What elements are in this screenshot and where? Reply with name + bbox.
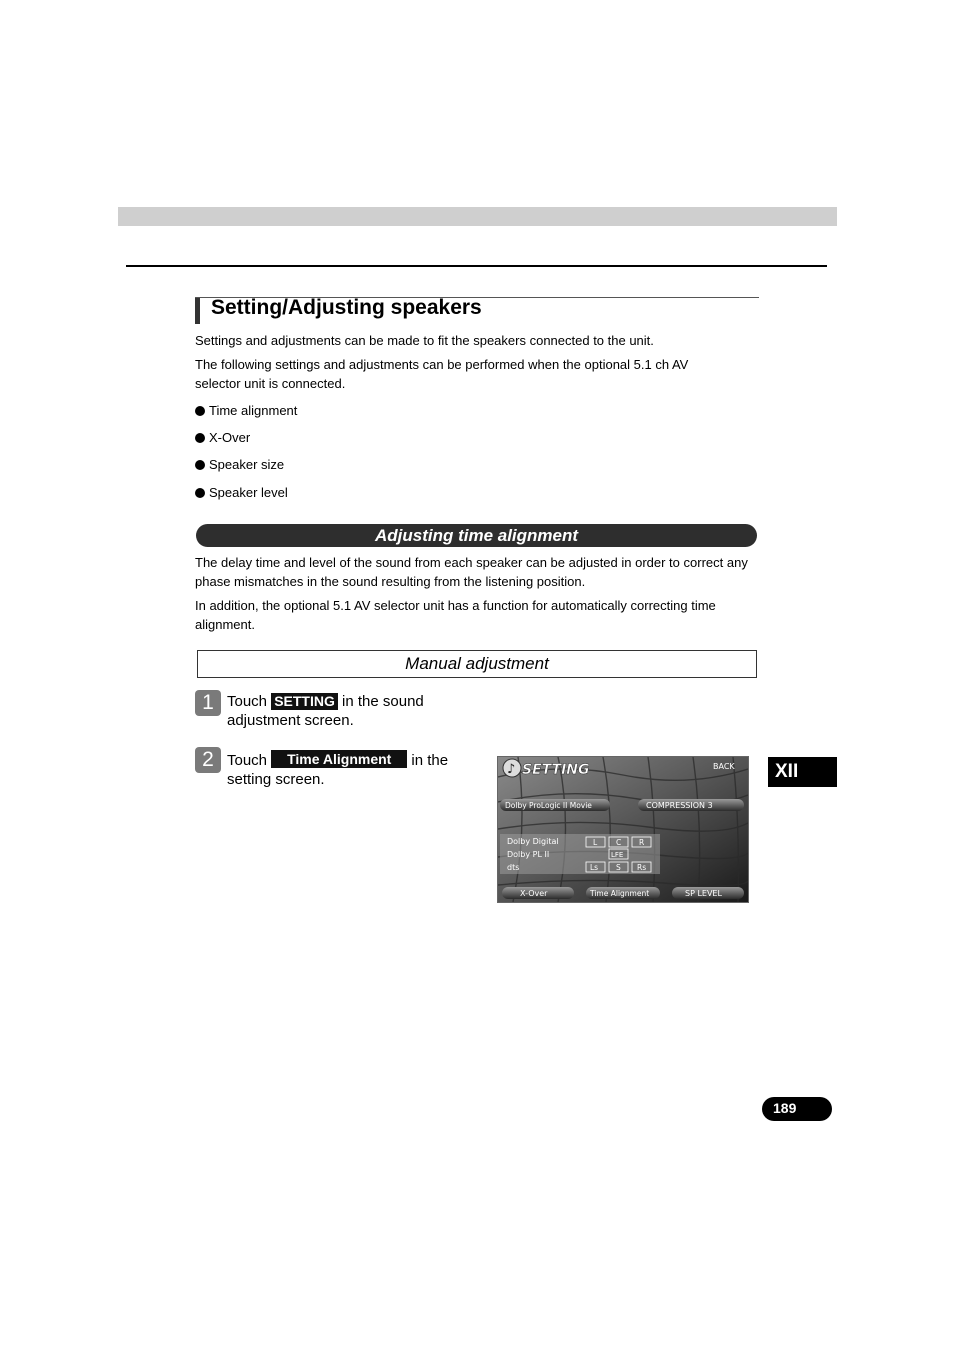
speaker-l: L xyxy=(593,838,598,847)
step-number: 2 xyxy=(195,747,221,773)
step-2-text: Touch Time Alignment in the setting screen. xyxy=(227,751,449,788)
header-band xyxy=(118,207,837,226)
subsection-paragraph-1: The delay time and level of the sound from each speaker can be adjusted in order to correct any phase mismatches in the sound resulting from the listening position. xyxy=(195,555,748,589)
setting-button-label: SETTING xyxy=(271,693,338,710)
bullet-item: X-Over xyxy=(195,430,250,445)
compression-label: COMPRESSION 3 xyxy=(646,801,713,810)
screen-title: SETTING xyxy=(522,762,590,778)
xover-button-label: X-Over xyxy=(520,889,548,898)
mode-label: Dolby ProLogic II Movie xyxy=(505,801,592,810)
speaker-rs: Rs xyxy=(637,863,647,872)
step-number: 1 xyxy=(195,690,221,716)
intro-paragraph-1: Settings and adjustments can be made to fit the speakers connected to the unit. xyxy=(195,333,654,348)
intro-paragraph-2: The following settings and adjustments can be performed when the optional 5.1 ch AV selector unit is connected. xyxy=(195,357,689,391)
manual-adjustment-heading: Manual adjustment xyxy=(197,650,757,678)
time-alignment-screen-button-label: Time Alignment xyxy=(590,889,650,898)
chapter-tab: XII xyxy=(768,757,837,787)
speaker-c: C xyxy=(616,838,622,847)
bullet-dot xyxy=(195,460,205,470)
header-rule xyxy=(126,265,827,267)
section-marker xyxy=(195,298,200,324)
bullet-item: Time alignment xyxy=(195,403,297,418)
section-title: Setting/Adjusting speakers xyxy=(211,296,482,319)
format-dolby-digital: Dolby Digital xyxy=(507,837,559,846)
format-dts: dts xyxy=(507,863,520,872)
sp-level-button-label: SP LEVEL xyxy=(685,889,722,898)
speaker-s: S xyxy=(616,863,621,872)
speaker-ls: Ls xyxy=(590,863,599,872)
bullet-dot xyxy=(195,488,205,498)
step-1-text: Touch SETTING in the sound adjustment screen. xyxy=(227,693,424,729)
bullet-item: Speaker level xyxy=(195,485,288,500)
format-dolby-pl2: Dolby PL II xyxy=(507,850,550,859)
subsection-title: Adjusting time alignment xyxy=(196,524,757,547)
page-number: 189 xyxy=(762,1097,832,1121)
subsection-paragraph-2: In addition, the optional 5.1 AV selector unit has a function for automatically correcting time alignment. xyxy=(195,598,716,632)
bullet-dot xyxy=(195,406,205,416)
bullet-item: Speaker size xyxy=(195,457,284,472)
time-alignment-button-label: Time Alignment xyxy=(271,750,407,768)
bullet-dot xyxy=(195,433,205,443)
back-button-label: BACK xyxy=(713,762,735,771)
speaker-lfe: LFE xyxy=(611,851,624,859)
svg-text:♪: ♪ xyxy=(507,762,516,777)
speaker-r: R xyxy=(639,838,645,847)
setting-screen-image xyxy=(497,756,749,903)
